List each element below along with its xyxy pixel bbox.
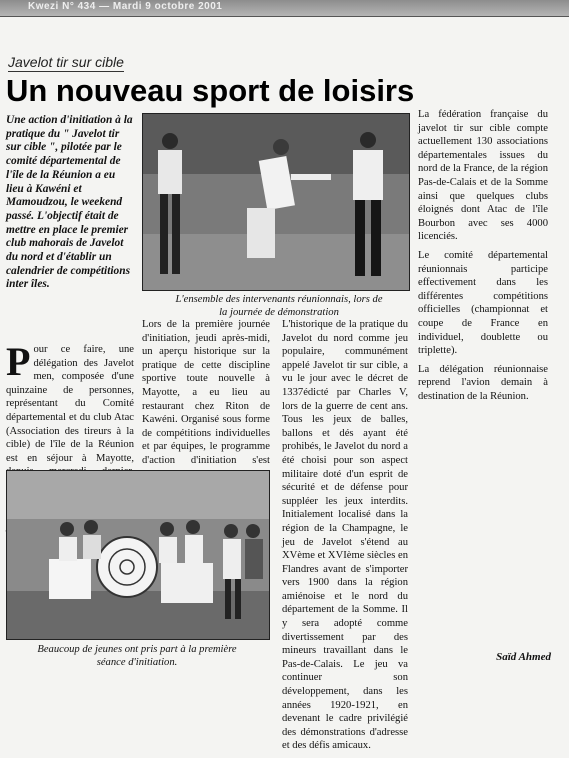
photo-delegation [142,113,410,291]
dropcap-letter: P [6,339,31,384]
paragraph-1: our ce faire, une délégation des Javelot men, composée d'une quinzaine de personnes, représentant du Comité départemental et du club Atac (Association des tireurs à la cible) de l'île de la Réunion est en séjour à Mayotte, [6,344,134,464]
column-4-body [418,108,548,408]
photo-youth-caption: Beaucoup de jeunes ont pris part à la première séance d'initiation. [37,644,237,668]
photo-youth [6,470,270,640]
paragraph-4: La fédération française du javelot tir sur cible compte actuellement 130 associations départementales issues du nord de la France, de la région Pas-de-Calais et de la Somme ainsi que quelques clubs éloignés dont Atac de l'île Bourbon avec ses 4000 licenciés. [418,109,548,243]
paragraph-3: L'historique de la pratique du Javelot du nord comme jeu populaire, communément appelé Javelot tir sur cible, a vu le jour avec le décret de 1337édicté par Charles V, lors de la guerre de cent ans. Tous les jeux de balles, ballons et dés ayant été prohibés, le Javelot du nord a été choisi pour son aspect militaire doté d'un esprit de sécurité et de défense pour suppléer les jeux interdits. Initialement localisé dans la région de la Champagne, le jeu de Javelot s'étend au XVème et XVIème siècles en Flandres avant de s'importer vers 1900 dans la région amiénoise et le nord du département de la Somme. Il y sera adopté comme divertissement par des mineurs travaillant dans le Pas-de-Calais. Le jeu va continuer son développement, dans les années 1920-1921, en devenant le cadre privilégié des démonstrations d'adresse et des défis amicaux. [282,319,408,752]
paragraph-6: La délégation réunionnaise reprend l'avion demain à destination de la Réunion. [418,363,548,402]
photo-delegation-image [143,114,409,290]
article-lede: Une action d'initiation à la pratique du " Javelot tir sur cible ", pilotée par le comité départemental de l'île de la Réunion a eu lieu à Kawéni et Mamoudzou, le weekend passé. L'objectif était de mettre en place le premier club mahorais de Javelot du nord et d'établir un calendrier de compétitions inter îles. [6,114,133,291]
photo-youth-image [7,471,269,639]
column-3-body [282,318,408,758]
section-kicker: Javelot tir sur cible [8,54,124,70]
paragraph-2: Lors de la première journée d'initiation, jeudi après-midi, un aperçu historique sur la pratique de cette discipline sportive toute nouvelle à Mayotte, a eu lieu au restaurant chez Riton de Kawéni. Organisé sous forme de compétitions individuelles et par équipes, le programme d'action d'initiation s'est [142,319,270,466]
article-headline: Un nouveau sport de loisirs [6,73,415,108]
photo-delegation-caption: L'ensemble des intervenants réunionnais, lors de la journée de démonstration [175,294,383,318]
author-signature: Saïd Ahmed [496,651,551,663]
masthead-text: Kwezi N° 434 — Mardi 9 octobre 2001 [28,1,223,12]
newspaper-masthead-bar [0,0,569,17]
paragraph-5: Le comité départemental réunionnais participe effectivement dans les différentes compétitions officielles (championnat et coupe de France en individuel, doublette ou triplette). [418,249,548,357]
